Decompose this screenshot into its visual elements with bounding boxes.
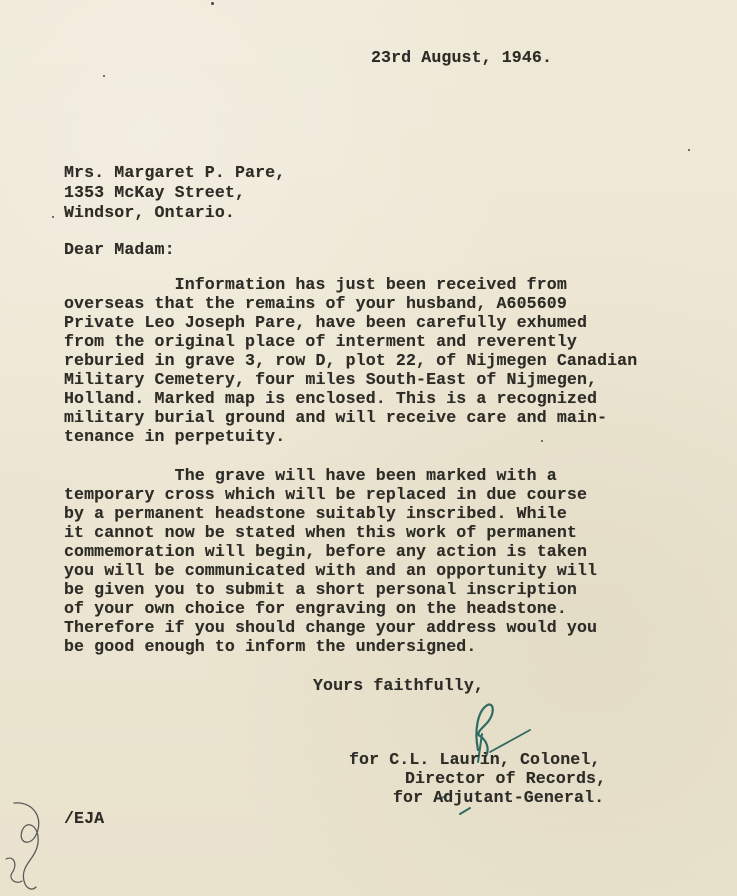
paragraph-2-line: temporary cross which will be replaced in due course — [64, 485, 588, 504]
paragraph-1-line: tenance in perpetuity. — [64, 427, 286, 446]
paper-speck — [211, 2, 214, 5]
paragraph-1-line: Military Cemetery, four miles South-East of Nijmegen, — [64, 370, 598, 389]
margin-pencil-mark — [0, 795, 60, 896]
paper-speck — [688, 149, 690, 151]
signature-line-3: for Adjutant-General. — [393, 788, 605, 807]
paragraph-1-line: military burial ground and will receive care and main- — [64, 408, 608, 427]
paper-speck — [52, 216, 54, 218]
paper-speck — [103, 75, 105, 77]
signature-line-1: for C.L. Laurin, Colonel, — [349, 750, 601, 769]
closing: Yours faithfully, — [313, 676, 484, 695]
signature-line-2: Director of Records, — [405, 769, 607, 788]
reference-initials: /EJA — [64, 809, 105, 828]
paragraph-2-line: of your own choice for engraving on the headstone. — [64, 599, 567, 618]
paragraph-2-line: commemoration will begin, before any action is taken — [64, 542, 588, 561]
paragraph-2-line: be given you to submit a short personal inscription — [64, 580, 577, 599]
paragraph-1-line: overseas that the remains of your husband, A605609 — [64, 294, 567, 313]
paragraph-2-line: you will be communicated with and an opportunity will — [64, 561, 598, 580]
paragraph-2-line: by a permanent headstone suitably inscribed. While — [64, 504, 567, 523]
paragraph-2-line: The grave will have been marked with a — [64, 466, 557, 485]
paragraph-2-line: it cannot now be stated when this work of permanent — [64, 523, 577, 542]
paragraph-2-line: be good enough to inform the undersigned. — [64, 637, 477, 656]
salutation: Dear Madam: — [64, 240, 175, 259]
recipient-street: 1353 McKay Street, — [64, 183, 246, 202]
paragraph-1-line: reburied in grave 3, row D, plot 22, of Nijmegen Canadian — [64, 351, 638, 370]
recipient-name: Mrs. Margaret P. Pare, — [64, 163, 286, 182]
recipient-city: Windsor, Ontario. — [64, 203, 235, 222]
letter-date: 23rd August, 1946. — [371, 48, 553, 67]
paragraph-1-line: from the original place of interment and reverently — [64, 332, 577, 351]
paragraph-1-line: Information has just been received from — [64, 275, 567, 294]
paragraph-1-line: Holland. Marked map is enclosed. This is a recognized — [64, 389, 598, 408]
paper-speck — [541, 440, 543, 442]
paragraph-1-line: Private Leo Joseph Pare, have been carefully exhumed — [64, 313, 588, 332]
paragraph-2-line: Therefore if you should change your address would you — [64, 618, 598, 637]
